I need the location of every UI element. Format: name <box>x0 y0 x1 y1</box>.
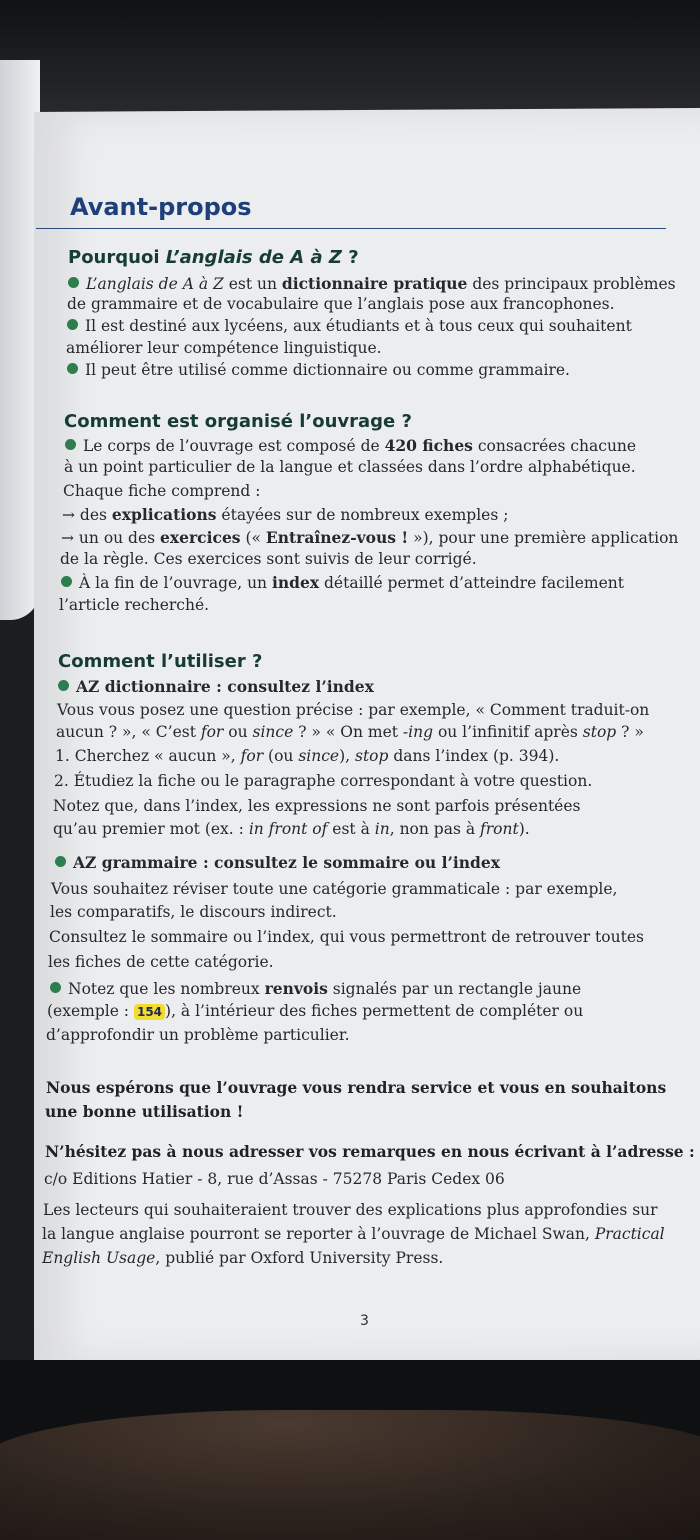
closing-bold-line: une bonne utilisation ! <box>45 1102 244 1121</box>
paragraph-line: Les lecteurs qui souhaiteraient trouver des explications plus approfondies sur <box>43 1201 658 1219</box>
paragraph-line: English Usage, publié par Oxford University Press. <box>42 1249 444 1267</box>
paragraph-line: les fiches de cette catégorie. <box>48 953 274 971</box>
paragraph-line: les comparatifs, le discours indirect. <box>50 903 337 921</box>
paragraph-line: → un ou des exercices (« Entraînez-vous ! »), pour une première application <box>61 528 679 547</box>
paragraph-line: Chaque fiche comprend : <box>63 482 261 500</box>
paragraph-line: Il est destiné aux lycéens, aux étudiants et à tous ceux qui souhaitent <box>67 317 632 335</box>
bullet-icon <box>68 277 79 288</box>
paragraph-line: (exemple : 154 ), à l’intérieur des fiches permettent de compléter ou <box>47 1002 584 1020</box>
paragraph-line: L’anglais de A à Z est un dictionnaire pratique des principaux problèmes <box>68 274 676 293</box>
bullet-icon <box>65 439 76 450</box>
paragraph-line: améliorer leur compétence linguistique. <box>66 339 382 357</box>
subheading-line: AZ dictionnaire : consultez l’index <box>58 677 374 696</box>
closing-bold-line: Nous espérons que l’ouvrage vous rendra service et vous en souhaitons <box>46 1078 667 1097</box>
title-rule <box>36 228 666 229</box>
paragraph-line: → des explications étayées sur de nombreux exemples ; <box>62 505 509 524</box>
paragraph-line: la langue anglaise pourront se reporter à l’ouvrage de Michael Swan, Practical <box>42 1225 665 1243</box>
paragraph-line: de grammaire et de vocabulaire que l’anglais pose aux francophones. <box>67 295 615 313</box>
paragraph-line: 2. Étudiez la fiche ou le paragraphe correspondant à votre question. <box>54 772 593 790</box>
paragraph-line: Consultez le sommaire ou l’index, qui vous permettront de retrouver toutes <box>49 928 644 946</box>
paragraph-line: de la règle. Ces exercices sont suivis de leur corrigé. <box>60 550 477 568</box>
bullet-icon <box>50 982 61 993</box>
paragraph-line: l’article recherché. <box>59 596 210 614</box>
subheading-line: AZ grammaire : consultez le sommaire ou l’index <box>55 853 500 872</box>
closing-bold-line: N’hésitez pas à nous adresser vos remarques en nous écrivant à l’adresse : <box>45 1142 695 1161</box>
paragraph-line: qu’au premier mot (ex. : in front of est à in, non pas à front). <box>53 820 530 838</box>
address-line: c/o Editions Hatier - 8, rue d’Assas - 75278 Paris Cedex 06 <box>44 1170 505 1188</box>
section-heading-utiliser: Comment l’utiliser ? <box>58 651 263 672</box>
paragraph-line: Notez que les nombreux renvois signalés par un rectangle jaune <box>50 979 581 998</box>
background-top <box>0 0 700 120</box>
arrow-icon: → <box>62 506 80 524</box>
page-title: Avant-propos <box>70 193 252 221</box>
cross-reference-badge: 154 <box>134 1004 165 1020</box>
paragraph-line: À la fin de l’ouvrage, un index détaillé permet d’atteindre facilement <box>61 573 624 592</box>
lap-background <box>0 1410 700 1540</box>
paragraph-line: Il peut être utilisé comme dictionnaire ou comme grammaire. <box>67 361 570 379</box>
paragraph-line: à un point particulier de la langue et classées dans l’ordre alphabétique. <box>64 458 636 476</box>
paragraph-line: d’approfondir un problème particulier. <box>46 1026 350 1044</box>
page-number: 3 <box>360 1313 369 1329</box>
bullet-icon <box>67 319 78 330</box>
section-heading-pourquoi: Pourquoi L’anglais de A à Z ? <box>68 247 359 268</box>
bullet-icon <box>55 856 66 867</box>
paragraph-line: 1. Cherchez « aucun », for (ou since), stop dans l’index (p. 394). <box>55 747 560 765</box>
paragraph-line: Notez que, dans l’index, les expressions ne sont parfois présentées <box>53 797 581 815</box>
paragraph-line: Le corps de l’ouvrage est composé de 420 fiches consacrées chacune <box>65 436 636 455</box>
bullet-icon <box>61 576 72 587</box>
section-heading-organisation: Comment est organisé l’ouvrage ? <box>64 411 412 432</box>
paragraph-line: aucun ? », « C’est for ou since ? » « On met -ing ou l’infinitif après stop ? » <box>56 723 644 741</box>
paragraph-line: Vous souhaitez réviser toute une catégorie grammaticale : par exemple, <box>51 880 618 898</box>
paragraph-line: Vous vous posez une question précise : par exemple, « Comment traduit-on <box>57 701 650 719</box>
bullet-icon <box>58 680 69 691</box>
arrow-icon: → <box>61 529 79 547</box>
bullet-icon <box>67 363 78 374</box>
